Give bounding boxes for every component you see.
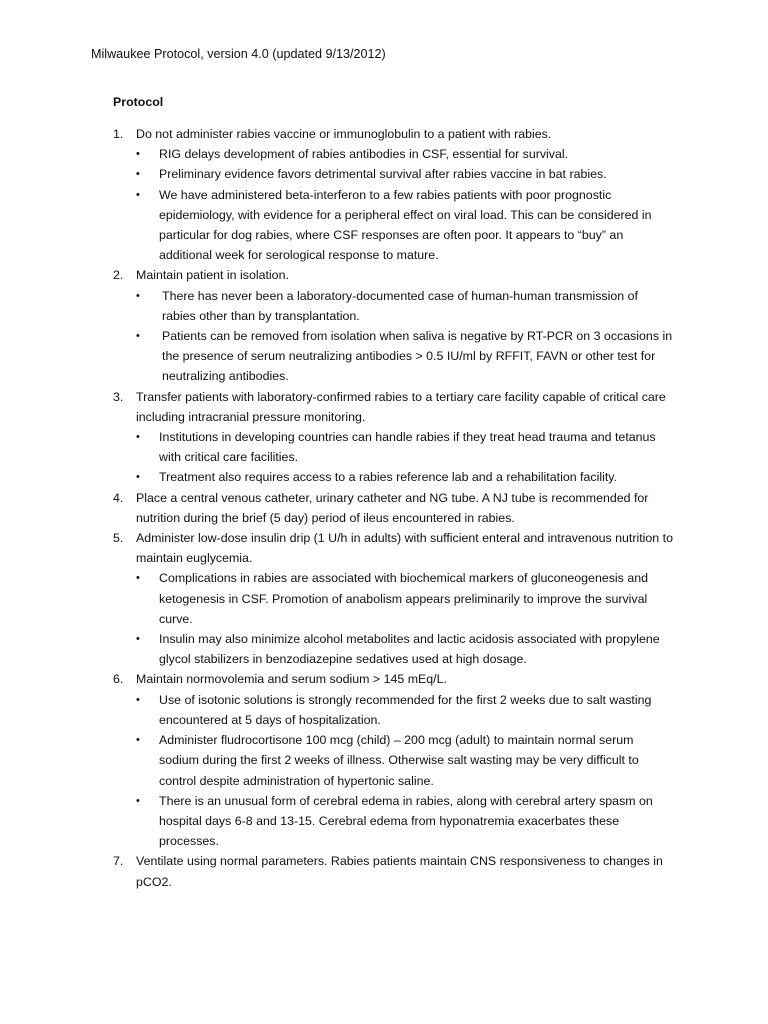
protocol-item [113,387,673,488]
bullet-text: Treatment also requires access to a rabies reference lab and a rehabilitation facility. [159,470,617,485]
protocol-item [113,528,673,669]
bullet-list [136,427,673,488]
bullet-icon: • [136,471,140,484]
bullet-text: Institutions in developing countries can handle rabies if they treat head trauma and tetanus with critical care facilities. [159,430,656,465]
bullet-text: Use of isotonic solutions is strongly recommended for the first 2 weeks due to salt wasting encountered at 5 days of hospitalization. [159,692,652,727]
bullet-text: We have administered beta-interferon to a few rabies patients with poor prognostic epidemiology, with evidence for a peripheral effect on viral load. This can be considered in particular for dog rabies, where CSF responses are often poor. It appears to “buy” an additional week for serological response to mature. [159,187,652,263]
bullet-item [136,185,673,266]
bullet-text: Insulin may also minimize alcohol metabolites and lactic acidosis associated with propylene glycol stabilizers in benzodiazepine sedatives used at high dosage. [159,632,660,667]
document-header: Milwaukee Protocol, version 4.0 (updated 9/13/2012) [91,47,386,61]
item-number: 5. [113,531,124,546]
bullet-list [136,568,673,669]
bullet-list [136,690,673,852]
bullet-text: Preliminary evidence favors detrimental survival after rabies vaccine in bat rabies. [159,167,607,182]
bullet-text: There is an unusual form of cerebral edema in rabies, along with cerebral artery spasm on hospital days 6-8 and 13-15. Cerebral edema from hyponatremia exacerbates these processes. [159,793,653,849]
item-text: Maintain normovolemia and serum sodium > 145 mEq/L. [136,672,447,687]
item-number: 7. [113,854,124,869]
bullet-text: Patients can be removed from isolation when saliva is negative by RT-PCR on 3 occasions in the presence of serum neutralizing antibodies > 0.5 IU/ml by RFFIT, FAVN or other test for neutralizing antibodies. [162,329,673,384]
protocol-item [113,265,673,386]
item-text: Maintain patient in isolation. [136,268,289,283]
bullet-list [136,286,673,387]
bullet-icon: • [136,431,140,444]
item-number: 3. [113,389,124,404]
bullet-icon: • [136,572,140,585]
protocol-item [113,851,673,891]
bullet-item [136,629,673,669]
protocol-item [113,488,673,528]
bullet-item [136,690,673,730]
bullet-item [136,144,673,164]
bullet-item [136,791,673,852]
bullet-item [136,730,673,791]
bullet-icon: • [136,693,140,706]
bullet-text: There has never been a laboratory-documented case of human-human transmission of rabies other than by transplantation. [162,288,638,323]
item-text: Ventilate using normal parameters. Rabies patients maintain CNS responsiveness to changes in pCO2. [136,854,663,889]
bullet-item [136,164,673,184]
protocol-item [113,124,673,265]
bullet-icon: • [136,188,140,201]
item-number: 6. [113,672,124,687]
item-text: Administer low-dose insulin drip (1 U/h in adults) with sufficient enteral and intravenous nutrition to maintain euglycemia. [136,531,673,566]
bullet-icon: • [136,794,140,807]
bullet-text: Administer fludrocortisone 100 mcg (child) – 200 mcg (adult) to maintain normal serum sodium during the first 2 weeks of illness. Otherwise salt wasting may be very difficult to control despite administration of hypertonic saline. [159,733,639,788]
bullet-icon: • [136,734,140,747]
bullet-icon: • [136,289,140,302]
item-text: Transfer patients with laboratory-confirmed rabies to a tertiary care facility capable of critical care including intracranial pressure monitoring. [136,389,666,424]
bullet-text: Complications in rabies are associated with biochemical markers of gluconeogenesis and ketogenesis in CSF. Promotion of anabolism appears preliminarily to improve the survival curve. [159,571,648,626]
bullet-item [136,427,673,467]
protocol-list [113,124,673,892]
protocol-item [113,669,673,851]
bullet-list [136,144,673,265]
bullet-icon: • [136,148,140,161]
bullet-icon: • [136,633,140,646]
section-heading: Protocol [113,95,164,109]
bullet-icon: • [136,330,140,343]
item-text: Do not administer rabies vaccine or immunoglobulin to a patient with rabies. [136,127,552,141]
item-number: 4. [113,490,124,505]
bullet-item [136,286,673,326]
bullet-item [136,467,673,487]
bullet-item [136,568,673,629]
bullet-item [136,326,673,387]
item-text: Place a central venous catheter, urinary catheter and NG tube. A NJ tube is recommended for nutrition during the brief (5 day) period of ileus encountered in rabies. [136,490,649,525]
item-number: 2. [113,268,124,283]
bullet-text: RIG delays development of rabies antibodies in CSF, essential for survival. [159,147,569,162]
bullet-icon: • [136,168,140,181]
item-number: 1. [113,127,124,141]
